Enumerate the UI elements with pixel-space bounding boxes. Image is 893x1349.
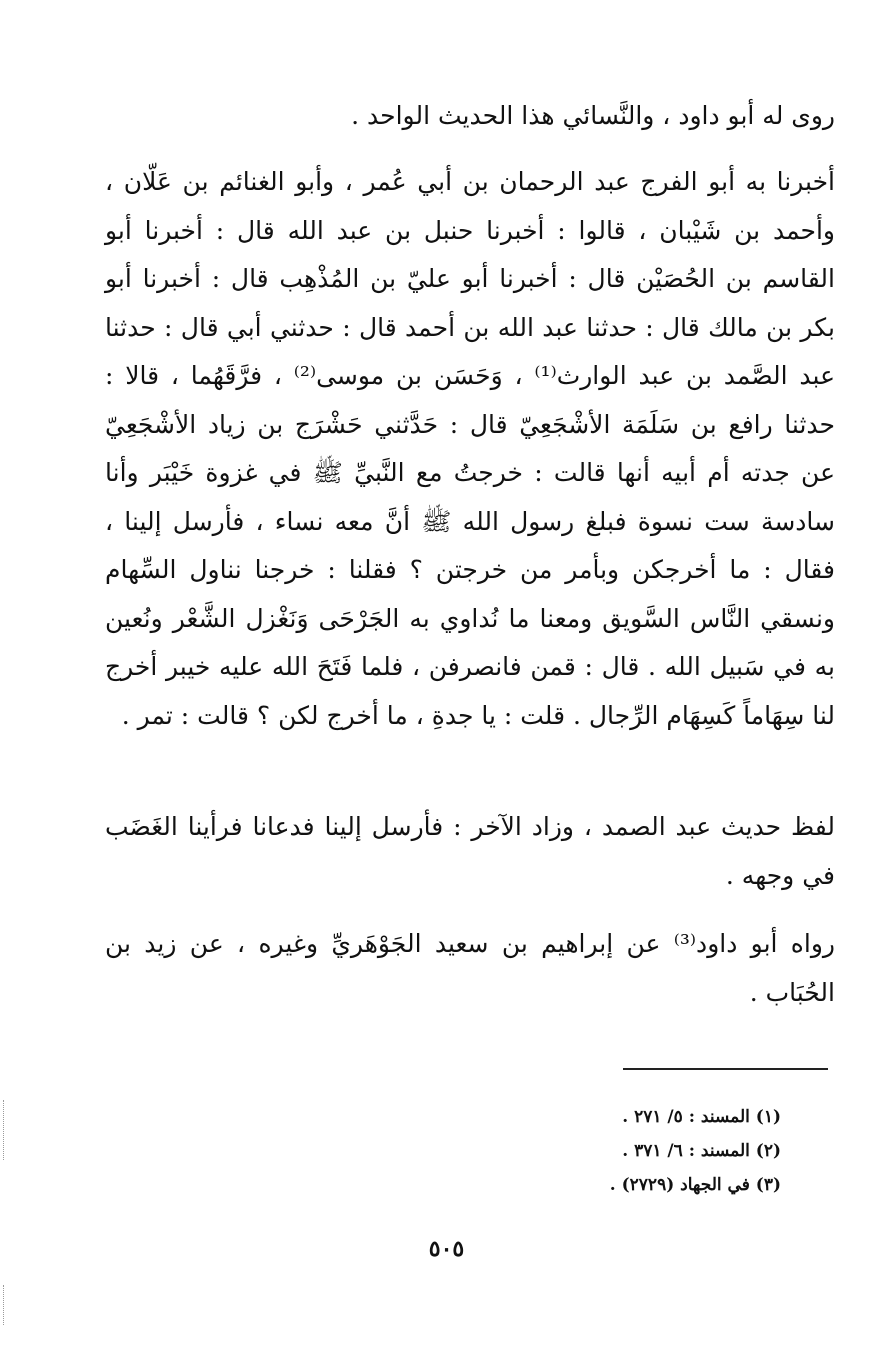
paragraph-wording-note (105, 803, 835, 900)
paragraph-source-note (105, 920, 835, 1017)
paragraph-text: روى له أبو داود ، والنَّسائي هذا الحديث الواحد . (351, 101, 835, 130)
footnote-2: (٢) المسند : ٦/ ٣٧١ . (622, 1141, 781, 1161)
paragraph-text: لفظ حديث عبد الصمد ، وزاد الآخر : فأرسل إلينا فدعانا فرأينا الغَضَب في وجهه . (105, 812, 835, 890)
paragraph-narration-note (105, 92, 835, 141)
footnote-3: (٣) في الجهاد (٢٧٢٩) . (609, 1175, 781, 1195)
footnote-divider (623, 1068, 828, 1070)
paragraph-hadith-chain (105, 158, 835, 740)
scan-edge-marks (3, 1285, 6, 1325)
footnote-1: (١) المسند : ٥/ ٢٧١ . (622, 1107, 781, 1127)
paragraph-text: رواه أبو داود⁽³⁾ عن إبراهيم بن سعيد الجَوْهَريِّ وغيره ، عن زيد بن الحُبَاب . (105, 929, 835, 1007)
page-number: ٥٠٥ (428, 1236, 465, 1262)
footnotes (610, 1100, 781, 1202)
paragraph-text: أخبرنا به أبو الفرج عبد الرحمان بن أبي عُمر ، وأبو الغنائم بن عَلّان ، وأحمد بن شَيْبان ، قالوا : أخبرنا حنبل بن عبد الله قال : أخبرنا أبو القاسم بن الحُصَيْن قال : أخبرنا أبو عليّ بن المُذْهِب قال : أخبرنا أبو بكر بن مالك قال : حدثنا عبد الله بن أحمد قال : حدثني أبي قال : حدثنا عبد الصَّمد بن عبد الوارث⁽¹⁾ ، وَحَسَن بن موسى⁽²⁾ ، فرَّقَهُما ، قالا : حدثنا رافع بن سَلَمَة الأشْجَعِيّ قال : حَدَّثني حَشْرَج بن زياد الأشْجَعِيّ عن جدته أم أبيه أنها قالت : خرجتُ مع النَّبيِّ ﷺ في غزوة خَيْبَر وأنا سادسة ست نسوة فبلغ رسول الله ﷺ أنَّ معه نساء ، فأرسل إلينا ، فقال : ما أخرجكن وبأمر من خرجتن ؟ فقلنا : خرجنا نناول السِّهام ونسقي النَّاس السَّويق ومعنا ما نُداوي به الجَرْحَى وَنَغْزل الشَّعْر ونُعين به في سَبيل الله . قال : قمن فانصرفن ، فلما فَتَحَ الله عليه خيبر أخرج لنا سِهَاماً كَسِهَام الرِّجال . قلت : يا جدةِ ، ما أخرج لكن ؟ قالت : تمر . (105, 167, 835, 730)
scan-edge-marks (3, 1100, 6, 1160)
